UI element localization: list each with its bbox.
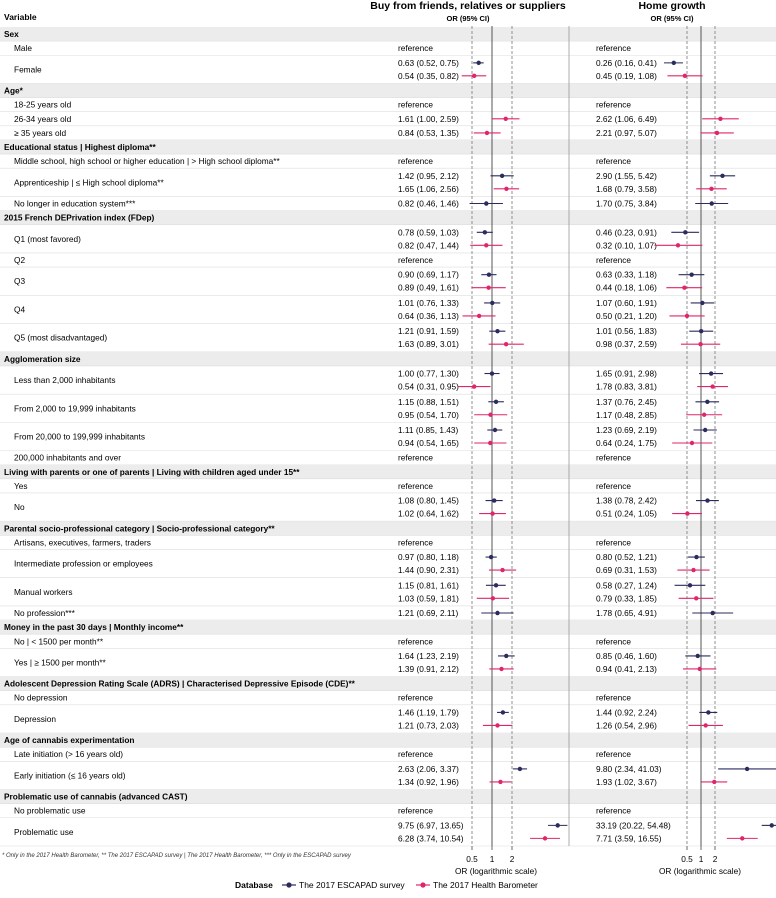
row-label: 200,000 inhabitants and over — [14, 452, 122, 463]
or-value-text: 1.78 (0.83, 3.81) — [596, 381, 657, 392]
x-tick-label: 1 — [489, 854, 495, 864]
or-value-text: 0.82 (0.47, 1.44) — [398, 240, 459, 251]
or-value-text: 0.63 (0.33, 1.18) — [596, 269, 657, 280]
reference-label: reference — [596, 636, 632, 647]
or-value-text: 1.21 (0.69, 2.11) — [398, 608, 459, 619]
row-label: Middle school, high school or higher education | > High school diploma** — [14, 156, 280, 167]
row-label: Less than 2,000 inhabitants — [14, 375, 116, 386]
or-value-text: 0.79 (0.33, 1.85) — [596, 593, 657, 604]
or-value-text: 1.44 (0.92, 2.24) — [596, 707, 657, 718]
point-estimate — [493, 428, 497, 432]
point-estimate — [745, 767, 749, 771]
point-estimate — [694, 596, 698, 600]
point-estimate — [488, 413, 492, 417]
point-estimate — [543, 836, 547, 840]
row-label: From 20,000 to 199,999 inhabitants — [14, 431, 145, 442]
or-value-text: 0.85 (0.46, 1.60) — [596, 650, 657, 661]
section-header: Age of cannabis experimentation — [4, 735, 135, 746]
or-value-text: 0.54 (0.35, 0.82) — [398, 70, 459, 81]
or-value-text: 1.61 (1.00, 2.59) — [398, 113, 459, 124]
or-value-text: 9.75 (6.97, 13.65) — [398, 820, 464, 831]
or-value-text: 0.90 (0.69, 1.17) — [398, 269, 459, 280]
row-label: No | < 1500 per month** — [14, 636, 104, 647]
point-estimate — [495, 723, 499, 727]
or-value-text: 0.97 (0.80, 1.18) — [398, 552, 459, 563]
or-value-text: 1.02 (0.64, 1.62) — [398, 508, 459, 519]
reference-label: reference — [398, 692, 434, 703]
point-estimate — [710, 384, 714, 388]
or-value-text: 1.39 (0.91, 2.12) — [398, 663, 459, 674]
variable-column-header: Variable — [4, 12, 37, 22]
section-header: Living with parents or one of parents | Living with children aged under 15** — [4, 466, 300, 477]
or-value-text: 1.21 (0.91, 1.59) — [398, 326, 459, 337]
section-header: Age* — [4, 85, 23, 96]
reference-label: reference — [398, 749, 434, 760]
reference-label: reference — [398, 452, 434, 463]
or-value-text: 1.11 (0.85, 1.43) — [398, 425, 459, 436]
or-value-text: 1.37 (0.76, 2.45) — [596, 396, 657, 407]
section-header: Parental socio-professional category | Socio-professional category** — [4, 523, 275, 534]
panel1-or-header: OR (95% CI) — [446, 14, 490, 23]
section-header-band — [0, 352, 776, 366]
point-estimate — [703, 428, 707, 432]
point-estimate — [492, 498, 496, 502]
or-value-text: 0.89 (0.49, 1.61) — [398, 282, 459, 293]
row-label: Late initiation (> 16 years old) — [14, 749, 124, 760]
point-estimate — [682, 285, 686, 289]
row-label: 18-25 years old — [14, 99, 72, 110]
row-label: Problematic use — [14, 826, 74, 837]
or-value-text: 1.65 (1.06, 2.56) — [398, 183, 459, 194]
or-value-text: 1.38 (0.78, 2.42) — [596, 495, 657, 506]
x-tick-label: 0.5 — [681, 854, 693, 864]
row-label: No profession*** — [14, 608, 75, 619]
or-value-text: 1.70 (0.75, 3.84) — [596, 198, 657, 209]
point-estimate — [703, 723, 707, 727]
legend-label-barometer: The 2017 Health Barometer — [433, 880, 538, 890]
or-value-text: 1.68 (0.79, 3.58) — [596, 183, 657, 194]
reference-label: reference — [398, 254, 434, 265]
point-estimate — [483, 230, 487, 234]
or-value-text: 0.63 (0.52, 0.75) — [398, 57, 459, 68]
reference-label: reference — [398, 480, 434, 491]
point-estimate — [691, 568, 695, 572]
point-estimate — [685, 511, 689, 515]
or-value-text: 0.44 (0.18, 1.06) — [596, 282, 657, 293]
or-value-text: 0.80 (0.52, 1.21) — [596, 552, 657, 563]
or-value-text: 1.93 (1.02, 3.67) — [596, 776, 657, 787]
point-estimate — [699, 329, 703, 333]
point-estimate — [489, 555, 493, 559]
point-estimate — [672, 61, 676, 65]
point-estimate — [683, 230, 687, 234]
or-value-text: 0.54 (0.31, 0.95) — [398, 381, 459, 392]
point-estimate — [491, 596, 495, 600]
or-value-text: 0.26 (0.16, 0.41) — [596, 57, 657, 68]
row-label: Yes | ≥ 1500 per month** — [14, 657, 106, 668]
reference-label: reference — [398, 636, 434, 647]
point-estimate — [685, 314, 689, 318]
or-value-text: 0.64 (0.36, 1.13) — [398, 310, 459, 321]
or-value-text: 1.44 (0.90, 2.31) — [398, 565, 459, 576]
reference-label: reference — [596, 480, 632, 491]
section-header-band — [0, 27, 776, 41]
row-label: No depression — [14, 692, 68, 703]
legend-label-escapad: The 2017 ESCAPAD survey — [299, 880, 405, 890]
or-value-text: 7.71 (3.59, 16.55) — [596, 833, 662, 844]
or-value-text: 1.42 (0.95, 2.12) — [398, 170, 459, 181]
row-label: Male — [14, 43, 32, 54]
or-value-text: 33.19 (20.22, 54.48) — [596, 820, 671, 831]
or-value-text: 0.95 (0.54, 1.70) — [398, 409, 459, 420]
section-header: Agglomeration size — [4, 353, 81, 364]
point-estimate — [720, 174, 724, 178]
x-tick-label: 0.5 — [466, 854, 478, 864]
point-estimate — [476, 61, 480, 65]
or-value-text: 0.50 (0.21, 1.20) — [596, 310, 657, 321]
point-estimate — [676, 243, 680, 247]
or-value-text: 1.01 (0.56, 1.83) — [596, 326, 657, 337]
point-estimate — [477, 314, 481, 318]
point-estimate — [495, 329, 499, 333]
or-value-text: 1.65 (0.91, 2.98) — [596, 368, 657, 379]
point-estimate — [690, 441, 694, 445]
point-estimate — [712, 780, 716, 784]
row-label: Female — [14, 64, 42, 75]
point-estimate — [494, 583, 498, 587]
row-label: No longer in education system*** — [14, 198, 136, 209]
row-label: Q2 — [14, 254, 26, 265]
point-estimate — [683, 74, 687, 78]
or-value-text: 1.00 (0.77, 1.30) — [398, 368, 459, 379]
point-estimate — [499, 667, 503, 671]
point-estimate — [500, 174, 504, 178]
point-estimate — [472, 74, 476, 78]
or-value-text: 1.17 (0.48, 2.85) — [596, 409, 657, 420]
reference-label: reference — [398, 43, 434, 54]
legend-swatch-escapad — [286, 882, 291, 887]
or-value-text: 0.32 (0.10, 1.07) — [596, 240, 657, 251]
reference-label: reference — [596, 692, 632, 703]
row-label: Q5 (most disadvantaged) — [14, 332, 108, 343]
point-estimate — [770, 823, 774, 827]
point-estimate — [504, 654, 508, 658]
point-estimate — [710, 201, 714, 205]
row-label: Q3 — [14, 276, 26, 287]
point-estimate — [715, 131, 719, 135]
point-estimate — [488, 441, 492, 445]
point-estimate — [484, 201, 488, 205]
or-value-text: 1.08 (0.80, 1.45) — [398, 495, 459, 506]
point-estimate — [709, 371, 713, 375]
panel2-or-header: OR (95% CI) — [650, 14, 694, 23]
or-value-text: 1.78 (0.65, 4.91) — [596, 608, 657, 619]
point-estimate — [484, 243, 488, 247]
section-header: 2015 French DEPrivation index (FDep) — [4, 212, 155, 223]
panel1-title: Buy from friends, relatives or suppliers — [370, 0, 566, 12]
point-estimate — [498, 780, 502, 784]
or-value-text: 1.01 (0.76, 1.33) — [398, 297, 459, 308]
point-estimate — [504, 342, 508, 346]
point-estimate — [495, 611, 499, 615]
reference-label: reference — [596, 805, 632, 816]
point-estimate — [490, 511, 494, 515]
point-estimate — [504, 187, 508, 191]
footnote: * Only in the 2017 Health Barometer, ** The 2017 ESCAPAD survey | The 2017 Health Barometer, *** Only in the ESCAPAD survey — [2, 853, 351, 859]
section-header: Adolescent Depression Rating Scale (ADRS) | Characterised Depressive Episode (CDE)** — [4, 678, 355, 689]
point-estimate — [700, 301, 704, 305]
row-label: Intermediate profession or employees — [14, 558, 153, 569]
or-value-text: 1.15 (0.88, 1.51) — [398, 396, 459, 407]
point-estimate — [556, 823, 560, 827]
or-value-text: 2.21 (0.97, 5.07) — [596, 127, 657, 138]
x-axis-label: OR (logarithmic scale) — [454, 866, 538, 876]
point-estimate — [710, 611, 714, 615]
or-value-text: 9.80 (2.34, 41.03) — [596, 763, 662, 774]
legend — [235, 880, 538, 890]
row-label: No problematic use — [14, 805, 86, 816]
point-estimate — [718, 117, 722, 121]
point-estimate — [490, 301, 494, 305]
section-header: Educational status | Highest diploma** — [4, 142, 156, 153]
or-value-text: 0.58 (0.27, 1.24) — [596, 580, 657, 591]
row-label: 26-34 years old — [14, 113, 72, 124]
or-value-text: 0.69 (0.31, 1.53) — [596, 565, 657, 576]
reference-label: reference — [596, 749, 632, 760]
or-value-text: 1.34 (0.92, 1.96) — [398, 776, 459, 787]
section-header: Problematic use of cannabis (advanced CAST) — [4, 791, 188, 802]
point-estimate — [709, 187, 713, 191]
x-tick-label: 2 — [712, 854, 718, 864]
or-value-text: 2.63 (2.06, 3.37) — [398, 763, 459, 774]
point-estimate — [485, 131, 489, 135]
row-label: From 2,000 to 19,999 inhabitants — [14, 403, 136, 414]
section-header: Sex — [4, 29, 19, 40]
or-value-text: 2.90 (1.55, 5.42) — [596, 170, 657, 181]
row-label: Artisans, executives, farmers, traders — [14, 537, 151, 548]
or-value-text: 1.63 (0.89, 3.01) — [398, 339, 459, 350]
point-estimate — [490, 371, 494, 375]
point-estimate — [689, 272, 693, 276]
reference-label: reference — [596, 254, 632, 265]
or-value-text: 0.98 (0.37, 2.59) — [596, 339, 657, 350]
or-value-text: 1.64 (1.23, 2.19) — [398, 650, 459, 661]
or-value-text: 0.51 (0.24, 1.05) — [596, 508, 657, 519]
point-estimate — [486, 285, 490, 289]
point-estimate — [518, 767, 522, 771]
section-header: Money in the past 30 days | Monthly income** — [4, 622, 184, 633]
legend-title: Database — [235, 880, 273, 890]
reference-label: reference — [596, 537, 632, 548]
point-estimate — [504, 117, 508, 121]
or-value-text: 2.62 (1.06, 6.49) — [596, 113, 657, 124]
point-estimate — [487, 272, 491, 276]
or-value-text: 1.07 (0.60, 1.91) — [596, 297, 657, 308]
reference-label: reference — [398, 805, 434, 816]
row-label: Manual workers — [14, 586, 73, 597]
or-value-text: 6.28 (3.74, 10.54) — [398, 833, 464, 844]
point-estimate — [702, 413, 706, 417]
or-value-text: 1.15 (0.81, 1.61) — [398, 580, 459, 591]
point-estimate — [696, 654, 700, 658]
point-estimate — [740, 836, 744, 840]
or-value-text: 1.26 (0.54, 2.96) — [596, 720, 657, 731]
x-tick-label: 1 — [698, 854, 704, 864]
x-axis-label: OR (logarithmic scale) — [658, 866, 742, 876]
or-value-text: 0.94 (0.54, 1.65) — [398, 437, 459, 448]
reference-label: reference — [398, 156, 434, 167]
row-label: Q4 — [14, 304, 26, 315]
point-estimate — [705, 498, 709, 502]
row-label: Apprenticeship | ≤ High school diploma** — [14, 177, 164, 188]
or-value-text: 0.82 (0.46, 1.46) — [398, 198, 459, 209]
point-estimate — [501, 710, 505, 714]
reference-label: reference — [398, 99, 434, 110]
or-value-labels — [398, 43, 671, 843]
row-label: ≥ 35 years old — [14, 127, 67, 138]
point-estimate — [494, 400, 498, 404]
row-label: Q1 (most favored) — [14, 233, 81, 244]
legend-swatch-barometer — [420, 882, 425, 887]
row-label: Depression — [14, 713, 56, 724]
point-estimate — [698, 667, 702, 671]
or-value-text: 0.78 (0.59, 1.03) — [398, 227, 459, 238]
or-value-text: 1.46 (1.19, 1.79) — [398, 707, 459, 718]
x-tick-label: 2 — [509, 854, 515, 864]
point-estimate — [688, 583, 692, 587]
or-value-text: 0.84 (0.53, 1.35) — [398, 127, 459, 138]
row-label: Yes — [14, 480, 28, 491]
row-label: No — [14, 502, 25, 513]
section-header-band — [0, 83, 776, 97]
or-value-text: 0.46 (0.23, 0.91) — [596, 227, 657, 238]
reference-label: reference — [596, 452, 632, 463]
or-value-text: 0.64 (0.24, 1.75) — [596, 437, 657, 448]
or-value-text: 1.23 (0.69, 2.19) — [596, 425, 657, 436]
point-estimate — [472, 384, 476, 388]
reference-label: reference — [596, 99, 632, 110]
point-estimate — [694, 555, 698, 559]
or-value-text: 0.94 (0.41, 2.13) — [596, 663, 657, 674]
point-estimate — [698, 342, 702, 346]
point-estimate — [706, 710, 710, 714]
point-estimate — [705, 400, 709, 404]
or-value-text: 0.45 (0.19, 1.08) — [596, 70, 657, 81]
or-value-text: 1.03 (0.59, 1.81) — [398, 593, 459, 604]
row-label: Early initiation (≤ 16 years old) — [14, 770, 126, 781]
or-value-text: 1.21 (0.73, 2.03) — [398, 720, 459, 731]
reference-label: reference — [596, 43, 632, 54]
reference-label: reference — [398, 537, 434, 548]
point-estimate — [500, 568, 504, 572]
x-axes — [455, 846, 741, 876]
reference-label: reference — [596, 156, 632, 167]
panel2-title: Home growth — [638, 0, 706, 12]
